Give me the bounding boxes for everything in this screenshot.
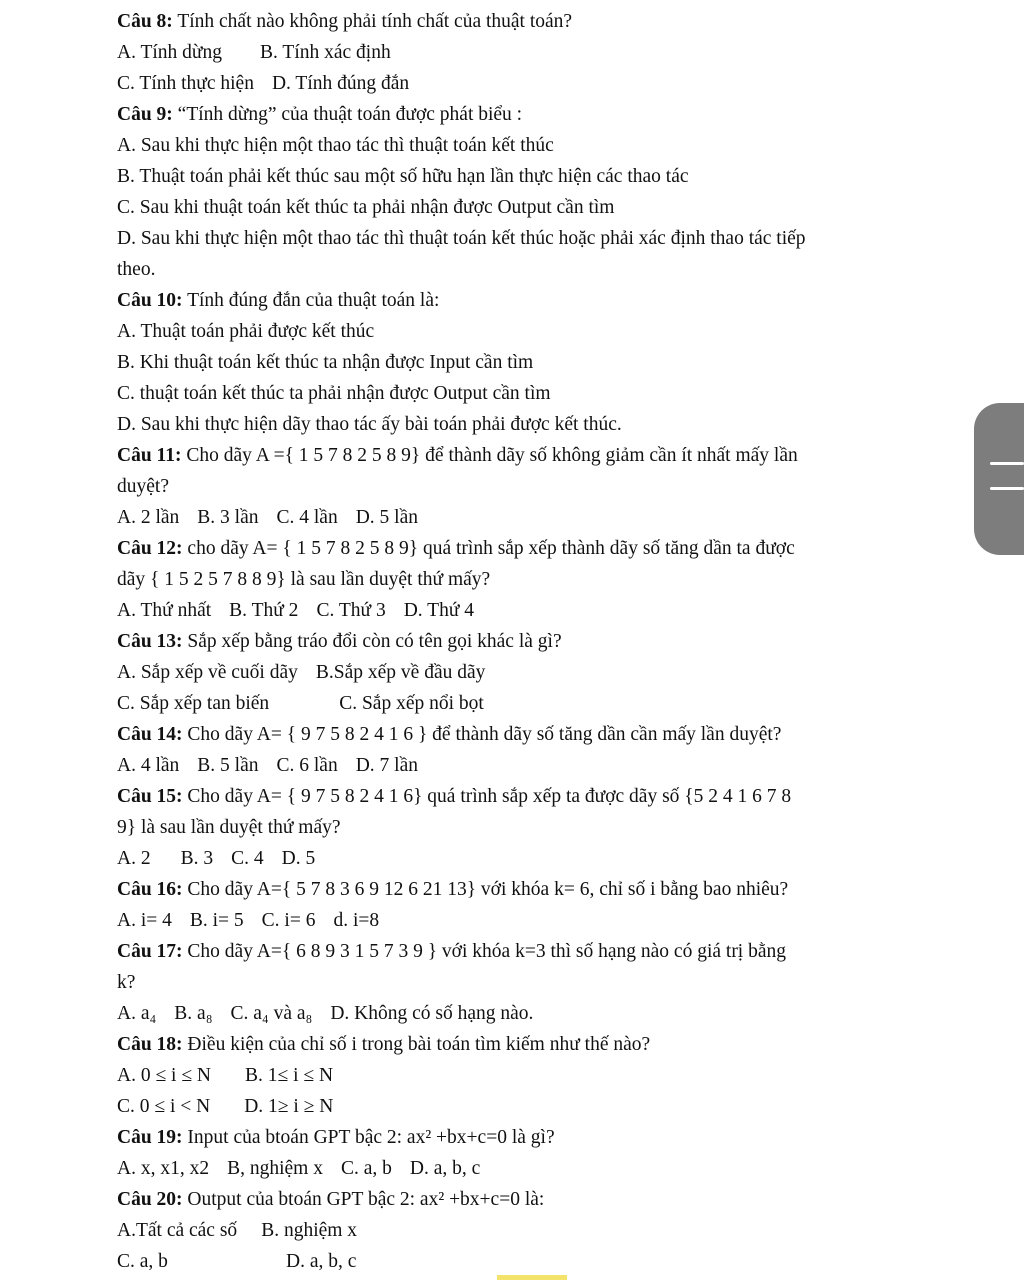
question-10: [117, 285, 962, 316]
question-text: cho dãy A= { 1 5 7 8 2 5 8 9} quá trình sắp xếp thành dãy số tăng dần ta được: [182, 538, 795, 559]
option: C. Sắp xếp tan biến: [117, 693, 270, 714]
option: B. 1≤ i ≤ N: [245, 1065, 334, 1086]
option: C. 0 ≤ i < N: [117, 1096, 211, 1117]
option: C. 4: [231, 848, 264, 869]
question-text: Input của btoán GPT bậc 2: ax² +bx+c=0 là gì?: [182, 1127, 555, 1148]
question-14: [117, 719, 962, 750]
option: B. Thứ 2: [229, 600, 299, 621]
option: A. a₄: [117, 1003, 157, 1024]
option-continuation: theo.: [117, 259, 156, 280]
question-label: Câu 14:: [117, 724, 183, 745]
option: B. 5 lần: [197, 755, 259, 776]
question-text: Tính chất nào không phải tính chất của thuật toán?: [172, 11, 573, 32]
question-label: Câu 15:: [117, 786, 183, 807]
question-text: Tính đúng đắn của thuật toán là:: [182, 290, 440, 311]
option: D. Không có số hạng nào.: [330, 1003, 534, 1024]
option: D. Sau khi thực hiện dãy thao tác ấy bài toán phải được kết thúc.: [117, 414, 622, 435]
options-row: [117, 905, 962, 936]
option: D. Thứ 4: [403, 600, 475, 621]
option: D. 5 lần: [355, 507, 418, 528]
option: A. Sau khi thực hiện một thao tác thì thuật toán kết thúc: [117, 135, 554, 156]
options-row: [117, 998, 962, 1029]
option: A. Thứ nhất: [117, 600, 212, 621]
option: B. Thuật toán phải kết thúc sau một số hữu hạn lần thực hiện các thao tác: [117, 166, 689, 187]
option: A.Tất cả các số: [117, 1220, 238, 1241]
option: D. 5: [281, 848, 316, 869]
question-text: Cho dãy A={ 5 7 8 3 6 9 12 6 21 13} với khóa k= 6, chỉ số i bằng bao nhiêu?: [182, 879, 789, 900]
options-row: [117, 595, 962, 626]
question-label: Câu 8:: [117, 11, 173, 32]
question-text: Cho dãy A= { 9 7 5 8 2 4 1 6} quá trình sắp xếp ta được dãy số {5 2 4 1 6 7 8: [182, 786, 792, 807]
question-15: [117, 781, 962, 812]
question-11: [117, 440, 962, 471]
option: C. thuật toán kết thúc ta phải nhận được Output cần tìm: [117, 383, 551, 404]
question-label: Câu 9:: [117, 104, 173, 125]
option: C. Sau khi thuật toán kết thúc ta phải nhận được Output cần tìm: [117, 197, 615, 218]
option: B. nghiệm x: [261, 1220, 358, 1241]
options-row: [117, 1215, 962, 1246]
options-row: [117, 1246, 962, 1277]
question-text: “Tính dừng” của thuật toán được phát biểu :: [172, 104, 523, 125]
option: B, nghiệm x: [227, 1158, 323, 1179]
question-19: [117, 1122, 962, 1153]
option: C. 6 lần: [276, 755, 338, 776]
option: B. a₈: [174, 1003, 213, 1024]
question-label: Câu 13:: [117, 631, 183, 652]
question-20: [117, 1184, 962, 1215]
options-row: [117, 657, 962, 688]
question-label: Câu 11:: [117, 445, 182, 466]
highlight-mark: [497, 1275, 567, 1280]
question-18: [117, 1029, 962, 1060]
question-text: Cho dãy A ={ 1 5 7 8 2 5 8 9} để thành dãy số không giảm cần ít nhất mấy lần: [181, 445, 798, 466]
options-row: [117, 68, 962, 99]
question-text: Cho dãy A= { 9 7 5 8 2 4 1 6 } để thành dãy số tăng dần cần mấy lần duyệt?: [182, 724, 782, 745]
question-8: [117, 6, 962, 37]
option: B.Sắp xếp về đầu dãy: [315, 662, 486, 683]
option: A. 4 lần: [117, 755, 180, 776]
question-text-continued: duyệt?: [117, 476, 169, 497]
option: D. a, b, c: [286, 1251, 357, 1272]
option: C. Tính thực hiện: [117, 73, 254, 94]
option: A. i= 4: [117, 910, 172, 931]
question-12: [117, 533, 962, 564]
option: D. Sau khi thực hiện một thao tác thì thuật toán kết thúc hoặc phải xác định thao tác tiếp: [117, 228, 806, 249]
question-9: [117, 99, 962, 130]
question-label: Câu 19:: [117, 1127, 183, 1148]
question-label: Câu 10:: [117, 290, 183, 311]
option: B. Khi thuật toán kết thúc ta nhận được Input cần tìm: [117, 352, 534, 373]
option: B. i= 5: [189, 910, 244, 931]
question-17: [117, 936, 962, 967]
option: B. 3: [180, 848, 214, 869]
option: D. a, b, c: [409, 1158, 481, 1179]
option: C. Thứ 3: [316, 600, 386, 621]
options-row: [117, 502, 962, 533]
question-text: Sắp xếp bằng tráo đổi còn có tên gọi khác là gì?: [182, 631, 562, 652]
option: A. 2: [117, 848, 151, 869]
options-row: [117, 688, 962, 719]
options-row: [117, 750, 962, 781]
option: C. a, b: [340, 1158, 392, 1179]
option: A. Sắp xếp về cuối dãy: [117, 662, 298, 683]
option: A. x, x1, x2: [117, 1158, 210, 1179]
option: D. 7 lần: [355, 755, 418, 776]
option: C. a₄ và a₈: [230, 1003, 313, 1024]
option: C. 4 lần: [276, 507, 338, 528]
question-text-continued: dãy { 1 5 2 5 7 8 8 9} là sau lần duyệt thứ mấy?: [117, 569, 491, 590]
question-text-continued: k?: [117, 972, 136, 993]
option: B. Tính xác định: [260, 42, 391, 63]
option: C. i= 6: [261, 910, 316, 931]
option: A. 0 ≤ i ≤ N: [117, 1065, 211, 1086]
option: D. Tính đúng đắn: [271, 73, 410, 94]
question-label: Câu 12:: [117, 538, 183, 559]
question-text: Output của btoán GPT bậc 2: ax² +bx+c=0 là:: [182, 1189, 545, 1210]
question-label: Câu 20:: [117, 1189, 183, 1210]
option: B. 3 lần: [197, 507, 259, 528]
option: d. i=8: [333, 910, 380, 931]
options-row: [117, 843, 962, 874]
options-row: [117, 37, 962, 68]
question-label: Câu 18:: [117, 1034, 183, 1055]
document-page: [117, 6, 962, 1277]
option: D. 1≥ i ≥ N: [244, 1096, 334, 1117]
options-row: [117, 1153, 962, 1184]
question-text: Điều kiện của chỉ số i trong bài toán tìm kiếm như thế nào?: [182, 1034, 651, 1055]
question-label: Câu 16:: [117, 879, 183, 900]
option: A. Thuật toán phải được kết thúc: [117, 321, 375, 342]
options-row: [117, 1060, 962, 1091]
option: C. a, b: [117, 1251, 168, 1272]
question-text-continued: 9} là sau lần duyệt thứ mấy?: [117, 817, 341, 838]
options-row: [117, 1091, 962, 1122]
question-16: [117, 874, 962, 905]
option: A. 2 lần: [117, 507, 180, 528]
option: A. Tính dừng: [117, 42, 223, 63]
option: C. Sắp xếp nổi bọt: [339, 693, 484, 714]
question-text: Cho dãy A={ 6 8 9 3 1 5 7 3 9 } với khóa k=3 thì số hạng nào có giá trị bằng: [182, 941, 787, 962]
side-panel-handle[interactable]: [974, 403, 1024, 555]
question-13: [117, 626, 962, 657]
question-label: Câu 17:: [117, 941, 183, 962]
